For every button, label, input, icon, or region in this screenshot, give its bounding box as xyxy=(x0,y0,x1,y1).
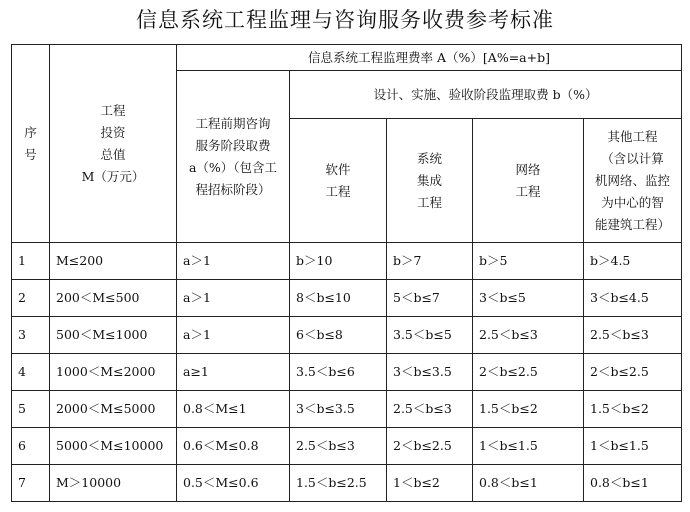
cell-integration: 2＜b≤2.5 xyxy=(387,428,473,465)
header-integration-line: 工程 xyxy=(416,194,442,210)
cell-investment: 500＜M≤1000 xyxy=(50,317,177,354)
cell-investment: 5000＜M≤10000 xyxy=(50,428,177,465)
cell-integration: 3.5＜b≤5 xyxy=(387,317,473,354)
cell-integration: 5＜b≤7 xyxy=(387,280,473,317)
cell-investment: M＞10000 xyxy=(50,465,177,502)
header-seq-line: 号 xyxy=(24,146,37,162)
header-software-line: 软件 xyxy=(325,161,351,177)
header-network-line: 工程 xyxy=(515,183,541,199)
cell-integration: b＞7 xyxy=(387,243,473,280)
header-seq xyxy=(12,45,50,243)
table-row xyxy=(12,317,682,354)
header-software-line: 工程 xyxy=(325,183,351,199)
header-rate: 信息系统工程监理费率 A（%）[A%=a+b] xyxy=(177,45,682,71)
cell-seq: 7 xyxy=(12,465,50,502)
cell-software: 3.5＜b≤6 xyxy=(290,354,387,391)
header-pre-stage-line: 服务阶段取费 xyxy=(195,137,271,153)
table-row xyxy=(12,465,682,502)
table-row xyxy=(12,243,682,280)
cell-integration: 2.5＜b≤3 xyxy=(387,391,473,428)
cell-software: 1.5＜b≤2.5 xyxy=(290,465,387,502)
cell-network: 2＜b≤2.5 xyxy=(473,354,584,391)
cell-seq: 3 xyxy=(12,317,50,354)
cell-seq: 6 xyxy=(12,428,50,465)
header-integration-line: 集成 xyxy=(416,172,442,188)
cell-software: 2.5＜b≤3 xyxy=(290,428,387,465)
cell-a: a≥1 xyxy=(177,354,290,391)
header-other-line: 为中心的智 xyxy=(601,194,664,210)
cell-network: b＞5 xyxy=(473,243,584,280)
cell-investment: 200＜M≤500 xyxy=(50,280,177,317)
header-other xyxy=(584,119,682,243)
header-other-line: 其他工程 xyxy=(607,128,658,144)
cell-software: 8＜b≤10 xyxy=(290,280,387,317)
header-other-line: （含以计算 xyxy=(601,150,664,166)
cell-a: 0.6＜M≤0.8 xyxy=(177,428,290,465)
cell-investment: 1000＜M≤2000 xyxy=(50,354,177,391)
cell-other: 0.8＜b≤1 xyxy=(584,465,682,502)
cell-software: 3＜b≤3.5 xyxy=(290,391,387,428)
header-pre-stage xyxy=(177,71,290,243)
header-pre-stage-line: 程招标阶段） xyxy=(195,181,271,197)
cell-a: 0.5＜M≤0.6 xyxy=(177,465,290,502)
cell-other: 1＜b≤1.5 xyxy=(584,428,682,465)
table-row xyxy=(12,354,682,391)
table-row xyxy=(12,391,682,428)
header-investment xyxy=(50,45,177,243)
cell-network: 0.8＜b≤1 xyxy=(473,465,584,502)
table-row xyxy=(12,280,682,317)
cell-seq: 5 xyxy=(12,391,50,428)
cell-other: b＞4.5 xyxy=(584,243,682,280)
cell-a: a＞1 xyxy=(177,317,290,354)
cell-other: 2＜b≤2.5 xyxy=(584,354,682,391)
header-investment-line: M（万元） xyxy=(81,168,145,184)
fee-standard-table xyxy=(11,44,682,502)
header-network xyxy=(473,119,584,243)
cell-investment: 2000＜M≤5000 xyxy=(50,391,177,428)
cell-seq: 4 xyxy=(12,354,50,391)
cell-a: a＞1 xyxy=(177,243,290,280)
cell-network: 1.5＜b≤2 xyxy=(473,391,584,428)
header-other-line: 机网络、监控 xyxy=(595,172,671,188)
cell-integration: 3＜b≤3.5 xyxy=(387,354,473,391)
header-pre-stage-line: a（%）（包含工 xyxy=(188,159,278,175)
header-network-line: 网络 xyxy=(515,161,541,177)
cell-a: 0.8＜M≤1 xyxy=(177,391,290,428)
cell-other: 3＜b≤4.5 xyxy=(584,280,682,317)
cell-seq: 1 xyxy=(12,243,50,280)
header-other-line: 能建筑工程） xyxy=(595,216,671,232)
cell-software: 6＜b≤8 xyxy=(290,317,387,354)
page-title: 信息系统工程监理与咨询服务收费参考标准 xyxy=(136,8,554,32)
cell-integration: 1＜b≤2 xyxy=(387,465,473,502)
cell-seq: 2 xyxy=(12,280,50,317)
table-row xyxy=(12,428,682,465)
header-row-1 xyxy=(12,45,682,71)
header-seq-line: 序 xyxy=(24,124,37,140)
header-investment-line: 总值 xyxy=(100,146,126,162)
cell-network: 1＜b≤1.5 xyxy=(473,428,584,465)
cell-a: a＞1 xyxy=(177,280,290,317)
header-stage-b: 设计、实施、验收阶段监理取费 b（%） xyxy=(290,71,682,119)
header-investment-line: 投资 xyxy=(100,124,126,140)
header-software xyxy=(290,119,387,243)
cell-software: b＞10 xyxy=(290,243,387,280)
cell-network: 3＜b≤5 xyxy=(473,280,584,317)
header-investment-line: 工程 xyxy=(100,102,126,118)
header-integration-line: 系统 xyxy=(416,150,442,166)
header-pre-stage-line: 工程前期咨询 xyxy=(195,115,271,131)
cell-other: 1.5＜b≤2 xyxy=(584,391,682,428)
header-integration xyxy=(387,119,473,243)
cell-network: 2.5＜b≤3 xyxy=(473,317,584,354)
cell-other: 2.5＜b≤3 xyxy=(584,317,682,354)
cell-investment: M≤200 xyxy=(50,243,177,280)
